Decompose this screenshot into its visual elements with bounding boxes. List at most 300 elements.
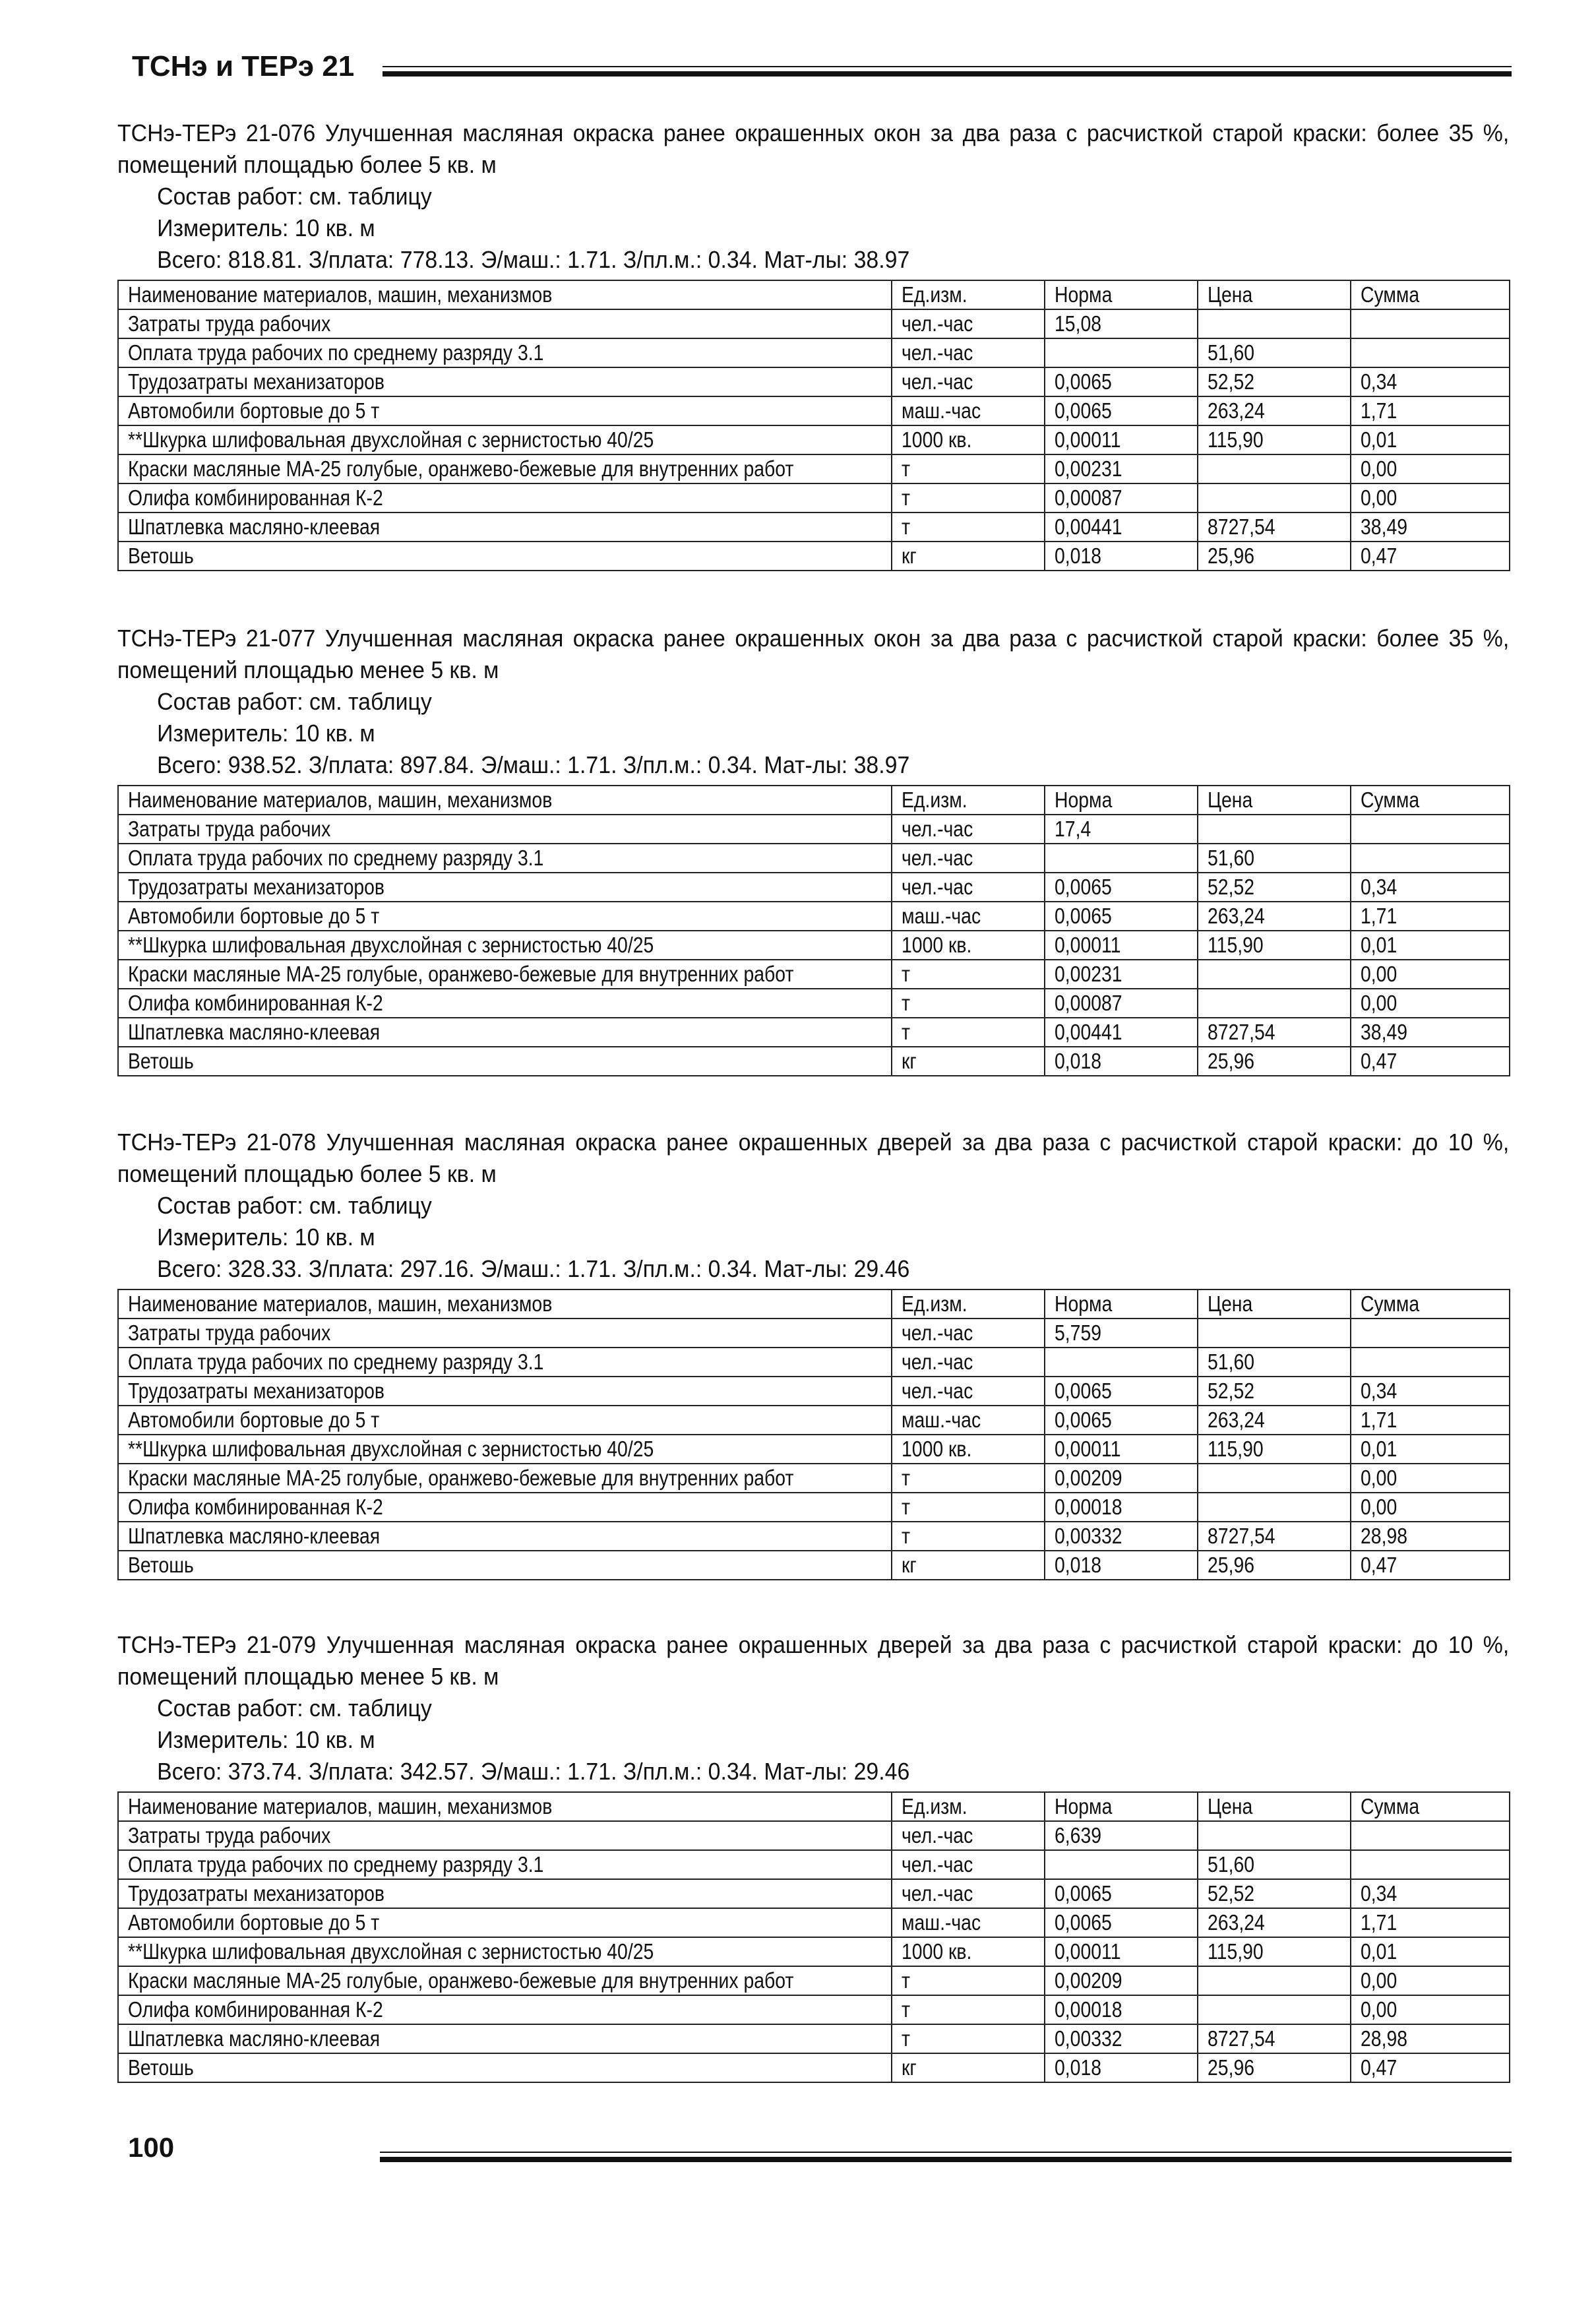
table-cell bbox=[892, 1850, 1045, 1879]
table-cell bbox=[1045, 1406, 1198, 1435]
table-cell bbox=[892, 396, 1045, 425]
cell-text: маш.-час bbox=[902, 398, 981, 423]
table-cell bbox=[1351, 1850, 1510, 1879]
table-cell bbox=[1198, 1047, 1351, 1076]
page-number: 100 bbox=[128, 2132, 175, 2163]
table-row bbox=[118, 2053, 1510, 2082]
cell-text: Трудозатраты механизаторов bbox=[128, 1881, 385, 1906]
table-row bbox=[118, 1995, 1510, 2024]
table-cell bbox=[1045, 1348, 1198, 1377]
table-cell bbox=[1351, 902, 1510, 931]
table-cell bbox=[1045, 1319, 1198, 1348]
table-cell bbox=[1045, 1879, 1198, 1908]
table-cell bbox=[1045, 1493, 1198, 1522]
table-cell bbox=[892, 1995, 1045, 2024]
table-cell bbox=[118, 989, 892, 1018]
cell-text: Краски масляные МА-25 голубые, оранжево-бежевые для внутренних работ bbox=[128, 1968, 794, 1993]
table-row bbox=[118, 1319, 1510, 1348]
table-cell bbox=[1198, 1995, 1351, 2024]
table-cell bbox=[1351, 1018, 1510, 1047]
cell-text: 0,00332 bbox=[1055, 2026, 1122, 2051]
section-meter: Измеритель: 10 кв. м bbox=[157, 1726, 375, 1753]
table-row bbox=[118, 483, 1510, 512]
cell-text: чел.-час bbox=[902, 846, 973, 870]
table-cell bbox=[1045, 309, 1198, 338]
cell-text: 0,00 bbox=[1361, 991, 1397, 1015]
table-cell bbox=[1198, 396, 1351, 425]
cell-text: Шпатлевка масляно-клеевая bbox=[128, 514, 381, 539]
table-cell bbox=[892, 1551, 1045, 1580]
cell-text: 52,52 bbox=[1208, 1379, 1255, 1403]
rate-section bbox=[117, 1629, 1509, 2083]
table-cell bbox=[1351, 1319, 1510, 1348]
table-cell bbox=[1198, 1908, 1351, 1937]
table-cell bbox=[892, 454, 1045, 483]
section-composition: Состав работ: см. таблицу bbox=[157, 1694, 432, 1722]
column-header-text: Сумма bbox=[1361, 282, 1420, 307]
cell-text: 0,00011 bbox=[1055, 1437, 1121, 1461]
cell-text: 115,90 bbox=[1208, 1437, 1264, 1461]
cell-text: Затраты труда рабочих bbox=[128, 817, 331, 841]
table-row bbox=[118, 1348, 1510, 1377]
cell-text: 0,00441 bbox=[1055, 1020, 1122, 1044]
cell-text: кг bbox=[902, 1553, 917, 1577]
table-cell bbox=[1045, 1937, 1198, 1966]
table-row bbox=[118, 844, 1510, 873]
section-description: ТСНэ-ТЕРэ 21-076 Улучшенная масляная окраска ранее окрашенных окон за два раза с расчисткой старой краски: более 35 %, помещений площадью более 5 кв. м bbox=[117, 119, 1510, 178]
column-header bbox=[1351, 280, 1510, 309]
table-cell bbox=[892, 960, 1045, 989]
cell-text: 0,0065 bbox=[1055, 904, 1112, 928]
table-cell bbox=[1045, 1018, 1198, 1047]
table-cell bbox=[118, 1047, 892, 1076]
cell-text: 38,49 bbox=[1361, 1020, 1408, 1044]
table-row bbox=[118, 1966, 1510, 1995]
table-cell bbox=[1351, 454, 1510, 483]
cell-text: 8727,54 bbox=[1208, 1020, 1275, 1044]
table-cell bbox=[1198, 1551, 1351, 1580]
table-cell bbox=[1351, 1551, 1510, 1580]
table-cell bbox=[892, 2024, 1045, 2053]
table-cell bbox=[118, 1493, 892, 1522]
table-cell bbox=[1045, 512, 1198, 542]
table-cell bbox=[1351, 483, 1510, 512]
column-header bbox=[892, 1289, 1045, 1319]
table-cell bbox=[892, 2053, 1045, 2082]
table-cell bbox=[1351, 1522, 1510, 1551]
resources-table bbox=[117, 785, 1510, 1076]
table-cell bbox=[1045, 1047, 1198, 1076]
cell-text: 115,90 bbox=[1208, 427, 1264, 452]
cell-text: Олифа комбинированная К-2 bbox=[128, 1495, 383, 1519]
rate-section bbox=[117, 1127, 1509, 1580]
cell-text: 0,00209 bbox=[1055, 1968, 1122, 1993]
cell-text: Ветошь bbox=[128, 543, 194, 568]
section-composition: Состав работ: см. таблицу bbox=[157, 1192, 432, 1219]
table-cell bbox=[1198, 873, 1351, 902]
cell-text: 38,49 bbox=[1361, 514, 1408, 539]
table-cell bbox=[892, 1348, 1045, 1377]
table-cell bbox=[118, 2053, 892, 2082]
table-cell bbox=[1198, 309, 1351, 338]
cell-text: 1000 кв. bbox=[902, 427, 972, 452]
table-cell bbox=[118, 396, 892, 425]
section-total: Всего: 938.52. З/плата: 897.84. Э/маш.: 1.71. З/пл.м.: 0.34. Мат-лы: 38.97 bbox=[157, 751, 910, 778]
table-cell bbox=[1351, 1435, 1510, 1464]
cell-text: 0,00209 bbox=[1055, 1466, 1122, 1490]
cell-text: 0,00231 bbox=[1055, 962, 1122, 986]
table-cell bbox=[1351, 1348, 1510, 1377]
table-row bbox=[118, 815, 1510, 844]
cell-text: чел.-час bbox=[902, 1379, 973, 1403]
table-cell bbox=[1351, 542, 1510, 571]
cell-text: 51,60 bbox=[1208, 1852, 1255, 1877]
cell-text: 1,71 bbox=[1361, 1408, 1397, 1432]
table-cell bbox=[1045, 1908, 1198, 1937]
table-cell bbox=[1045, 815, 1198, 844]
cell-text: 0,01 bbox=[1361, 427, 1397, 452]
table-row bbox=[118, 873, 1510, 902]
table-cell bbox=[118, 931, 892, 960]
table-cell bbox=[118, 1850, 892, 1879]
cell-text: 0,00087 bbox=[1055, 485, 1122, 510]
table-cell bbox=[1351, 1406, 1510, 1435]
table-row bbox=[118, 960, 1510, 989]
table-cell bbox=[1351, 1879, 1510, 1908]
table-cell bbox=[118, 483, 892, 512]
table-cell bbox=[892, 1018, 1045, 1047]
section-meter: Измеритель: 10 кв. м bbox=[157, 1224, 375, 1251]
cell-text: 0,0065 bbox=[1055, 1881, 1112, 1906]
cell-text: 263,24 bbox=[1208, 904, 1265, 928]
column-header bbox=[1045, 786, 1198, 815]
table-cell bbox=[1045, 1435, 1198, 1464]
cell-text: 8727,54 bbox=[1208, 2026, 1275, 2051]
column-header-text: Цена bbox=[1208, 788, 1253, 812]
table-cell bbox=[892, 1319, 1045, 1348]
table-cell bbox=[1351, 844, 1510, 873]
table-cell bbox=[1351, 960, 1510, 989]
section-total: Всего: 328.33. З/плата: 297.16. Э/маш.: 1.71. З/пл.м.: 0.34. Мат-лы: 29.46 bbox=[157, 1255, 910, 1282]
cell-text: 0,018 bbox=[1055, 1553, 1102, 1577]
table-cell bbox=[1198, 425, 1351, 454]
column-header-text: Наименование материалов, машин, механизмов bbox=[128, 1291, 553, 1316]
cell-text: чел.-час bbox=[902, 1852, 973, 1877]
column-header-text: Наименование материалов, машин, механизмов bbox=[128, 1794, 553, 1818]
footer-rule-thin bbox=[380, 2152, 1512, 2153]
column-header-text: Цена bbox=[1208, 1794, 1253, 1818]
table-cell bbox=[1198, 902, 1351, 931]
cell-text: т bbox=[902, 1020, 911, 1044]
cell-text: 263,24 bbox=[1208, 398, 1265, 423]
table-cell bbox=[1351, 1995, 1510, 2024]
cell-text: 0,0065 bbox=[1055, 875, 1112, 899]
cell-text: 25,96 bbox=[1208, 1049, 1255, 1073]
cell-text: **Шкурка шлифовальная двухслойная с зернистостью 40/25 bbox=[128, 1437, 654, 1461]
table-cell bbox=[892, 815, 1045, 844]
cell-text: 28,98 bbox=[1361, 2026, 1408, 2051]
table-cell bbox=[1198, 1018, 1351, 1047]
cell-text: 263,24 bbox=[1208, 1910, 1265, 1935]
cell-text: Автомобили бортовые до 5 т bbox=[128, 1408, 380, 1432]
table-cell bbox=[1045, 2053, 1198, 2082]
cell-text: 0,00 bbox=[1361, 962, 1397, 986]
cell-text: **Шкурка шлифовальная двухслойная с зернистостью 40/25 bbox=[128, 1939, 654, 1964]
cell-text: 0,018 bbox=[1055, 1049, 1102, 1073]
cell-text: 0,00011 bbox=[1055, 427, 1121, 452]
table-cell bbox=[1198, 454, 1351, 483]
cell-text: т bbox=[902, 1466, 911, 1490]
table-header-row bbox=[118, 786, 1510, 815]
table-row bbox=[118, 396, 1510, 425]
table-cell bbox=[1351, 815, 1510, 844]
cell-text: Затраты труда рабочих bbox=[128, 1320, 331, 1345]
column-header-text: Наименование материалов, машин, механизмов bbox=[128, 788, 553, 812]
table-cell bbox=[892, 367, 1045, 396]
cell-text: 0,00441 bbox=[1055, 514, 1122, 539]
table-row bbox=[118, 1850, 1510, 1879]
table-row bbox=[118, 454, 1510, 483]
table-cell bbox=[1351, 1908, 1510, 1937]
cell-text: Ветошь bbox=[128, 1049, 194, 1073]
cell-text: чел.-час bbox=[902, 875, 973, 899]
table-cell bbox=[1198, 815, 1351, 844]
rate-section bbox=[117, 117, 1509, 571]
section-composition: Состав работ: см. таблицу bbox=[157, 688, 432, 715]
table-cell bbox=[1198, 1937, 1351, 1966]
table-header-row bbox=[118, 1792, 1510, 1821]
table-cell bbox=[1198, 367, 1351, 396]
table-cell bbox=[1351, 2053, 1510, 2082]
table-row bbox=[118, 512, 1510, 542]
cell-text: 0,0065 bbox=[1055, 1379, 1112, 1403]
cell-text: 0,47 bbox=[1361, 1553, 1397, 1577]
table-cell bbox=[1351, 1966, 1510, 1995]
table-cell bbox=[1198, 844, 1351, 873]
table-cell bbox=[118, 1966, 892, 1995]
table-cell bbox=[1351, 309, 1510, 338]
cell-text: 25,96 bbox=[1208, 2055, 1255, 2080]
column-header bbox=[1198, 280, 1351, 309]
column-header bbox=[1198, 1289, 1351, 1319]
table-cell bbox=[1045, 483, 1198, 512]
table-cell bbox=[1198, 338, 1351, 367]
table-row bbox=[118, 1551, 1510, 1580]
resources-table bbox=[117, 280, 1510, 571]
table-row bbox=[118, 1522, 1510, 1551]
column-header bbox=[1351, 786, 1510, 815]
cell-text: 1000 кв. bbox=[902, 1939, 972, 1964]
table-cell bbox=[1351, 338, 1510, 367]
resources-table bbox=[117, 1791, 1510, 2083]
table-row bbox=[118, 1464, 1510, 1493]
cell-text: 5,759 bbox=[1055, 1320, 1102, 1345]
page-header bbox=[132, 47, 1512, 87]
table-cell bbox=[1198, 989, 1351, 1018]
cell-text: т bbox=[902, 1997, 911, 2022]
column-header-text: Сумма bbox=[1361, 1291, 1420, 1316]
table-row bbox=[118, 1377, 1510, 1406]
table-cell bbox=[892, 1821, 1045, 1850]
table-row bbox=[118, 338, 1510, 367]
cell-text: Краски масляные МА-25 голубые, оранжево-бежевые для внутренних работ bbox=[128, 1466, 794, 1490]
cell-text: 0,34 bbox=[1361, 369, 1397, 394]
column-header-text: Ед.изм. bbox=[902, 1291, 967, 1316]
cell-text: чел.-час bbox=[902, 311, 973, 336]
table-cell bbox=[892, 1522, 1045, 1551]
cell-text: кг bbox=[902, 2055, 917, 2080]
cell-text: 0,00011 bbox=[1055, 1939, 1121, 1964]
table-cell bbox=[1045, 1377, 1198, 1406]
table-cell bbox=[1198, 2024, 1351, 2053]
header-rule-thick bbox=[383, 71, 1512, 77]
table-cell bbox=[892, 1966, 1045, 1995]
cell-text: чел.-час bbox=[902, 1823, 973, 1848]
cell-text: 1,71 bbox=[1361, 1910, 1397, 1935]
table-cell bbox=[892, 1377, 1045, 1406]
cell-text: 51,60 bbox=[1208, 340, 1255, 365]
table-cell bbox=[1351, 873, 1510, 902]
table-cell bbox=[892, 1047, 1045, 1076]
column-header bbox=[1045, 1289, 1198, 1319]
table-cell bbox=[1351, 1937, 1510, 1966]
cell-text: 0,34 bbox=[1361, 1379, 1397, 1403]
table-cell bbox=[1045, 396, 1198, 425]
table-cell bbox=[1351, 1493, 1510, 1522]
cell-text: Шпатлевка масляно-клеевая bbox=[128, 2026, 381, 2051]
cell-text: Олифа комбинированная К-2 bbox=[128, 1997, 383, 2022]
column-header-text: Норма bbox=[1055, 1794, 1113, 1818]
cell-text: 0,0065 bbox=[1055, 1408, 1112, 1432]
cell-text: **Шкурка шлифовальная двухслойная с зернистостью 40/25 bbox=[128, 427, 654, 452]
column-header bbox=[118, 1289, 892, 1319]
cell-text: 52,52 bbox=[1208, 369, 1255, 394]
section-meter: Измеритель: 10 кв. м bbox=[157, 214, 375, 241]
column-header bbox=[1351, 1289, 1510, 1319]
column-header-text: Норма bbox=[1055, 282, 1113, 307]
table-cell bbox=[118, 1937, 892, 1966]
table-cell bbox=[1351, 1047, 1510, 1076]
column-header-text: Наименование материалов, машин, механизмов bbox=[128, 282, 553, 307]
table-row bbox=[118, 1493, 1510, 1522]
cell-text: 28,98 bbox=[1361, 1524, 1408, 1548]
table-cell bbox=[1198, 1821, 1351, 1850]
cell-text: 0,0065 bbox=[1055, 369, 1112, 394]
table-cell bbox=[118, 1464, 892, 1493]
table-row bbox=[118, 542, 1510, 571]
table-cell bbox=[1045, 2024, 1198, 2053]
column-header bbox=[892, 786, 1045, 815]
column-header bbox=[892, 1792, 1045, 1821]
table-cell bbox=[118, 1995, 892, 2024]
table-cell bbox=[118, 1821, 892, 1850]
column-header-text: Ед.изм. bbox=[902, 282, 967, 307]
column-header-text: Цена bbox=[1208, 282, 1253, 307]
cell-text: 0,00087 bbox=[1055, 991, 1122, 1015]
table-cell bbox=[892, 483, 1045, 512]
cell-text: Трудозатраты механизаторов bbox=[128, 875, 385, 899]
table-cell bbox=[1045, 425, 1198, 454]
table-cell bbox=[1045, 1995, 1198, 2024]
cell-text: Олифа комбинированная К-2 bbox=[128, 485, 383, 510]
cell-text: 51,60 bbox=[1208, 1350, 1255, 1374]
cell-text: 0,00 bbox=[1361, 485, 1397, 510]
column-header-text: Ед.изм. bbox=[902, 1794, 967, 1818]
table-row bbox=[118, 1821, 1510, 1850]
column-header bbox=[1045, 1792, 1198, 1821]
column-header bbox=[118, 280, 892, 309]
cell-text: чел.-час bbox=[902, 1350, 973, 1374]
cell-text: чел.-час bbox=[902, 1881, 973, 1906]
section-description: ТСНэ-ТЕРэ 21-079 Улучшенная масляная окраска ранее окрашенных дверей за два раза с расчисткой старой краски: до 10 %, помещений площадью менее 5 кв. м bbox=[117, 1631, 1510, 1690]
cell-text: т bbox=[902, 485, 911, 510]
cell-text: Шпатлевка масляно-клеевая bbox=[128, 1020, 381, 1044]
table-cell bbox=[1198, 1879, 1351, 1908]
table-cell bbox=[1045, 960, 1198, 989]
table-cell bbox=[1045, 1522, 1198, 1551]
table-row bbox=[118, 989, 1510, 1018]
cell-text: кг bbox=[902, 1049, 917, 1073]
cell-text: 0,018 bbox=[1055, 2055, 1102, 2080]
cell-text: чел.-час bbox=[902, 340, 973, 365]
table-cell bbox=[118, 454, 892, 483]
section-total: Всего: 373.74. З/плата: 342.57. Э/маш.: 1.71. З/пл.м.: 0.34. Мат-лы: 29.46 bbox=[157, 1758, 910, 1785]
table-cell bbox=[1045, 338, 1198, 367]
cell-text: Затраты труда рабочих bbox=[128, 1823, 331, 1848]
page-footer bbox=[117, 2132, 1512, 2171]
column-header bbox=[1351, 1792, 1510, 1821]
cell-text: 52,52 bbox=[1208, 1881, 1255, 1906]
table-cell bbox=[1198, 1406, 1351, 1435]
cell-text: т bbox=[902, 456, 911, 481]
table-cell bbox=[118, 1319, 892, 1348]
cell-text: 52,52 bbox=[1208, 875, 1255, 899]
table-cell bbox=[1045, 1850, 1198, 1879]
table-row bbox=[118, 931, 1510, 960]
table-cell bbox=[118, 815, 892, 844]
table-cell bbox=[892, 425, 1045, 454]
table-cell bbox=[1198, 1435, 1351, 1464]
cell-text: 0,00332 bbox=[1055, 1524, 1122, 1548]
cell-text: Ветошь bbox=[128, 2055, 194, 2080]
cell-text: Оплата труда рабочих по среднему разряду 3.1 bbox=[128, 1852, 544, 1877]
table-cell bbox=[1351, 512, 1510, 542]
table-cell bbox=[1351, 1821, 1510, 1850]
cell-text: Автомобили бортовые до 5 т bbox=[128, 904, 380, 928]
table-cell bbox=[892, 1879, 1045, 1908]
table-cell bbox=[892, 902, 1045, 931]
cell-text: т bbox=[902, 514, 911, 539]
table-cell bbox=[1351, 425, 1510, 454]
table-cell bbox=[118, 1406, 892, 1435]
cell-text: 25,96 bbox=[1208, 1553, 1255, 1577]
cell-text: Затраты труда рабочих bbox=[128, 311, 331, 336]
cell-text: т bbox=[902, 1524, 911, 1548]
cell-text: маш.-час bbox=[902, 904, 981, 928]
column-header bbox=[118, 1792, 892, 1821]
table-cell bbox=[892, 931, 1045, 960]
table-row bbox=[118, 367, 1510, 396]
table-row bbox=[118, 1435, 1510, 1464]
table-cell bbox=[1045, 1551, 1198, 1580]
column-header bbox=[118, 786, 892, 815]
cell-text: 0,00 bbox=[1361, 456, 1397, 481]
table-row bbox=[118, 1908, 1510, 1937]
column-header-text: Сумма bbox=[1361, 788, 1420, 812]
cell-text: **Шкурка шлифовальная двухслойная с зернистостью 40/25 bbox=[128, 933, 654, 957]
table-header-row bbox=[118, 1289, 1510, 1319]
cell-text: 0,00 bbox=[1361, 1997, 1397, 2022]
